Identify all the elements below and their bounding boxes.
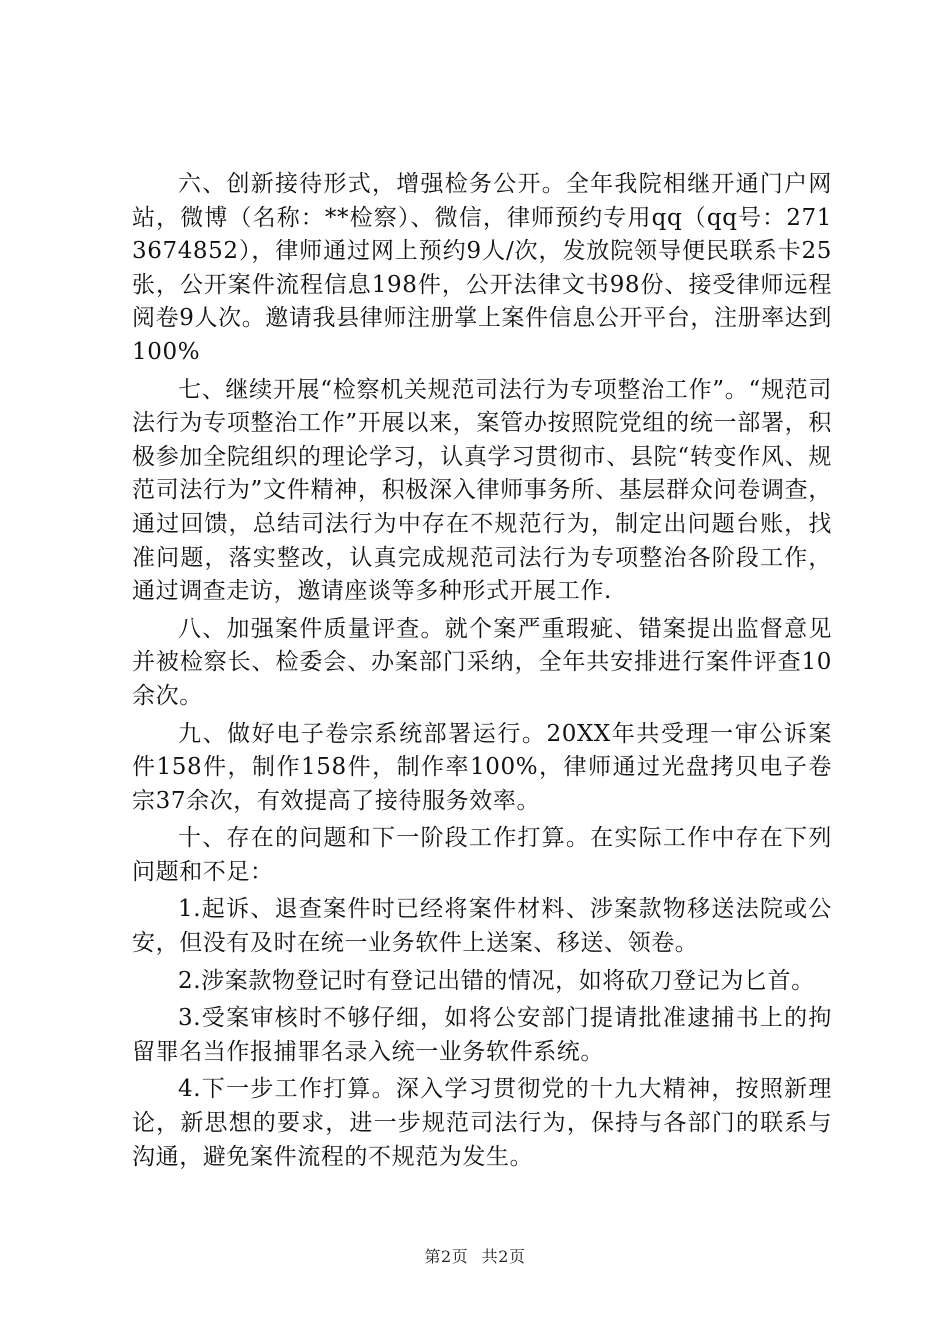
paragraph-10-problems: 十、存在的问题和下一阶段工作打算。在实际工作中存在下列问题和不足： [132,825,832,885]
list-item-3: 3.受案审核时不够仔细，如将公安部门提请批准逮捕书上的拘留罪名当作报捕罪名录入统一业务软件系统。 [132,1005,832,1065]
page-number: 第2页 [424,1247,469,1266]
paragraph-6-public-affairs: 六、创新接待形式，增强检务公开。全年我院相继开通门户网站，微博（名称：**检察）、微信，律师预约专用qq（qq号：2713674852），律师通过网上预约9人/次，发放院领导便民联系卡25张，公开案件流程信息198件，公开法律文书98份、接受律师远程阅卷9人次。邀请我县律师注册掌上案件信息公开平台，注册率达到100% [132,171,832,365]
document-body [132,168,832,1178]
paragraph-8-case-quality: 八、加强案件质量评查。就个案严重瑕疵、错案提出监督意见并被检察长、检委会、办案部门采纳，全年共安排进行案件评查10余次。 [132,615,832,709]
list-item-1: 1.起诉、退查案件时已经将案件材料、涉案款物移送法院或公安，但没有及时在统一业务软件上送案、移送、领卷。 [132,896,832,957]
page-footer [0,1244,950,1267]
paragraph-9-electronic-files: 九、做好电子卷宗系统部署运行。20XX年共受理一审公诉案件158件，制作158件，制作率100%，律师通过光盘拷贝电子卷宗37余次，有效提高了接待服务效率。 [132,720,832,814]
paragraph-7-judicial-conduct: 七、继续开展“检察机关规范司法行为专项整治工作”。“规范司法行为专项整治工作”开展以来，案管办按照院党组的统一部署，积极参加全院组织的理论学习，认真学习贯彻市、县院“转变作风、规范司法行为”文件精神，积极深入律师事务所、基层群众问卷调查，通过回馈，总结司法行为中存在不规范行为，制定出问题台账，找准问题，落实整改，认真完成规范司法行为专项整治各阶段工作，通过调查走访，邀请座谈等多种形式开展工作. [132,376,832,605]
page-total: 共2页 [481,1247,526,1266]
list-item-4: 4.下一步工作打算。深入学习贯彻党的十九大精神，按照新理论，新思想的要求，进一步规范司法行为，保持与各部门的联系与沟通，避免案件流程的不规范为发生。 [132,1076,832,1170]
list-item-2: 2.涉案款物登记时有登记出错的情况，如将砍刀登记为匕首。 [178,967,815,994]
